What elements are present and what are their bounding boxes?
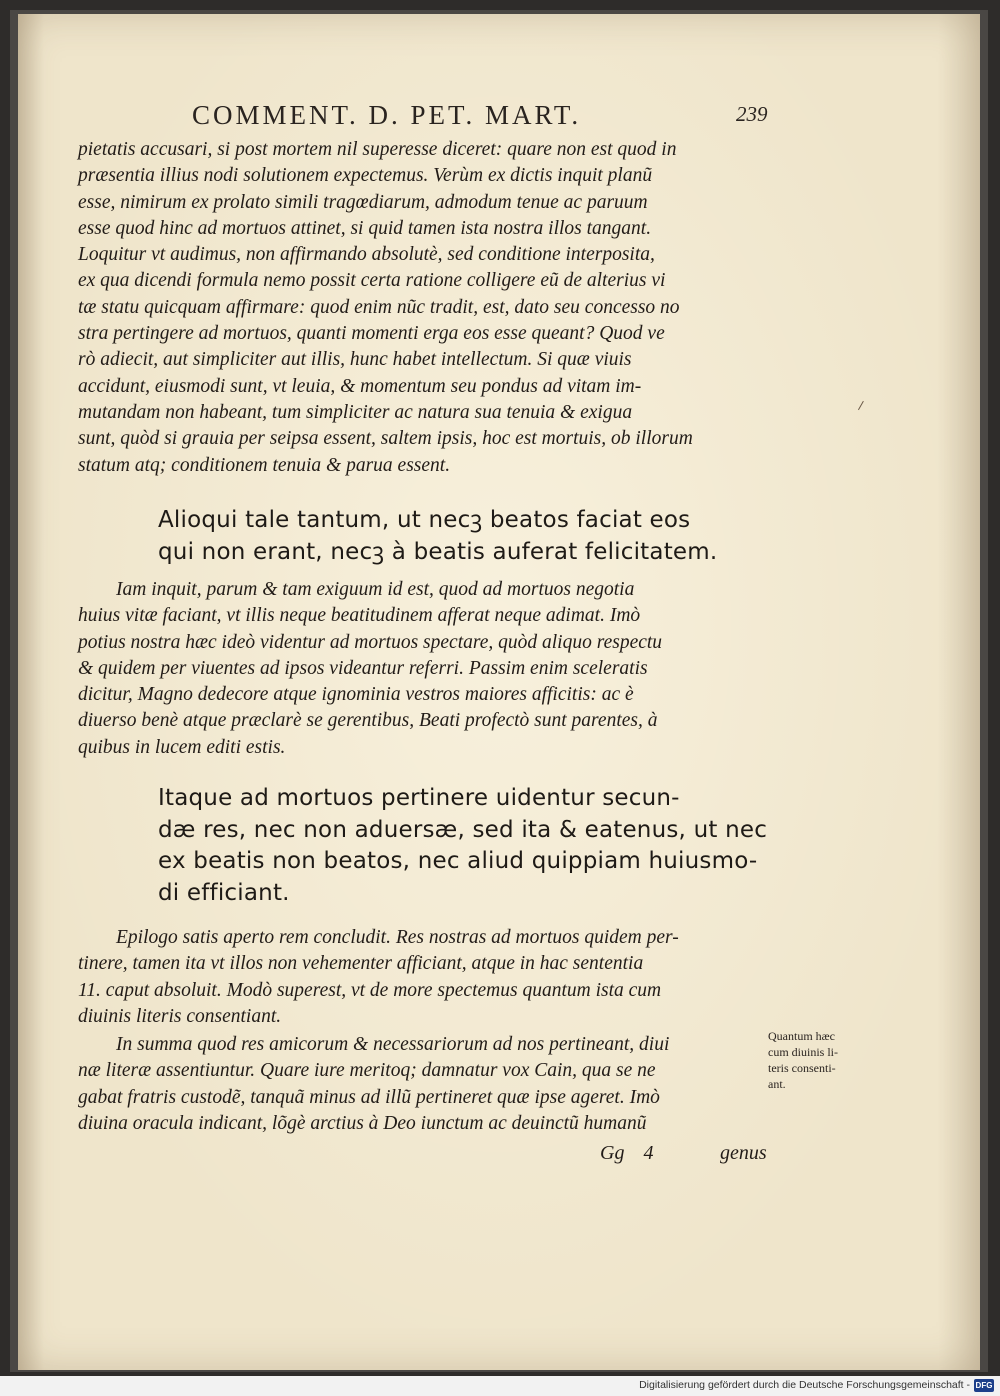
lemma-quotation-1 bbox=[158, 505, 778, 568]
commentary-paragraph-3 bbox=[78, 925, 778, 1030]
text-line: diuerso benè atque præclarè se gerentibus, Beati profectò sunt parentes, à bbox=[78, 710, 658, 732]
text-line: In summa quod res amicorum & necessariorum ad nos pertineant, diui bbox=[116, 1034, 670, 1055]
marginal-note bbox=[768, 1028, 883, 1092]
folio-number: 239 bbox=[736, 102, 768, 126]
text-line: statum atq; conditionem tenuia & parua essent. bbox=[78, 454, 451, 476]
text-line: teris consenti- bbox=[768, 1061, 836, 1075]
text-line: di efficiant. bbox=[158, 879, 290, 906]
text-line: Quantum hæc bbox=[768, 1029, 835, 1043]
text-line: dæ res, nec non aduersæ, sed ita & eatenus, ut nec bbox=[158, 816, 768, 843]
signature-mark: Gg 4 bbox=[600, 1142, 654, 1164]
text-line: qui non erant, necꝫ à beatis auferat felicitatem. bbox=[158, 538, 718, 565]
text-line: tinere, tamen ita vt illos non vehementer afficiant, atque in hac sententia bbox=[78, 953, 644, 975]
text-line: diuina oracula indicant, lõgè arctius à Deo iunctum ac deuinctũ humanũ bbox=[78, 1112, 647, 1134]
text-line: esse quod hinc ad mortuos attinet, si quid tamen ista nostra illos tangant. bbox=[78, 217, 652, 239]
funding-credit: Digitalisierung gefördert durch die Deutsche Forschungsgemeinschaft - bbox=[639, 1379, 970, 1391]
text-line: ant. bbox=[768, 1077, 786, 1091]
text-line: Iam inquit, parum & tam exiguum id est, quod ad mortuos negotia bbox=[116, 579, 635, 600]
page-header bbox=[170, 96, 770, 140]
lemma-quotation-2 bbox=[158, 783, 778, 909]
text-line: 11. caput absoluit. Modò superest, vt de more spectemus quantum ista cum bbox=[78, 979, 662, 1001]
text-line: sunt, quòd si grauia per seipsa essent, saltem ipsis, hoc est mortuis, ob illorum bbox=[78, 428, 693, 450]
catchword: genus bbox=[720, 1142, 767, 1164]
text-line: stra pertingere ad mortuos, quanti momenti erga eos esse queant? Quod ve bbox=[78, 323, 665, 345]
text-line: ex qua dicendi formula nemo possit certa ratione colligere eũ de alterius vi bbox=[78, 270, 666, 292]
text-line: Itaque ad mortuos pertinere uidentur secun- bbox=[158, 785, 680, 811]
text-line: næ literæ assentiuntur. Quare iure meritoq; damnatur vox Cain, qua se ne bbox=[78, 1060, 656, 1082]
text-line: rò adiecit, aut simpliciter aut illis, hunc habet intellectum. Si quæ viuis bbox=[78, 349, 632, 371]
text-line: & quidem per viuentes ad ipsos videantur referri. Passim enim sceleratis bbox=[78, 657, 648, 679]
commentary-paragraph-4 bbox=[78, 1032, 778, 1137]
text-line: Epilogo satis aperto rem concludit. Res nostras ad mortuos quidem per- bbox=[116, 927, 679, 948]
text-line: quibus in lucem editi estis. bbox=[78, 736, 286, 758]
text-line: ex beatis non beatos, nec aliud quippiam huiusmo- bbox=[158, 848, 758, 874]
running-head: COMMENT. D. PET. MART. bbox=[192, 100, 582, 130]
text-line: potius nostra hæc ideò videntur ad mortuos spectare, quòd aliquo respectu bbox=[78, 631, 663, 653]
text-line: dicitur, Magno dedecore atque ignominia vestros maiores afficitis: ac è bbox=[78, 684, 634, 706]
text-line: mutandam non habeant, tum simpliciter ac natura sua tenuia & exigua bbox=[78, 401, 633, 423]
text-line: huius vitæ faciant, vt illis neque beatitudinem afferat neque adimat. Imò bbox=[78, 605, 641, 627]
text-line: tæ statu quicquam affirmare: quod enim nũc tradit, est, dato seu concesso no bbox=[78, 296, 680, 318]
text-line: Alioqui tale tantum, ut necꝫ beatos faciat eos bbox=[158, 507, 691, 533]
dfg-logo-icon: DFG bbox=[975, 1381, 993, 1390]
text-line: esse, nimirum ex prolato simili tragœdiarum, admodum tenue ac paruum bbox=[78, 191, 648, 213]
ink-mark bbox=[858, 401, 869, 413]
text-line: diuinis literis consentiant. bbox=[78, 1005, 282, 1027]
commentary-paragraph-2 bbox=[78, 577, 778, 761]
text-line: gabat fratris custodẽ, tanquã minus ad illũ pertineret quæ ipse ageret. Imò bbox=[78, 1086, 660, 1108]
footer-bar bbox=[0, 1376, 1000, 1396]
text-line: Loquitur vt audimus, non affirmando absolutè, sed conditione interposita, bbox=[78, 244, 655, 266]
text-line: accidunt, eiusmodi sunt, vt leuia, & momentum seu pondus ad vitam im- bbox=[78, 375, 642, 397]
text-line: præsentia illius nodi solutionem expectemus. Verùm ex dictis inquit planũ bbox=[78, 165, 653, 187]
text-line: cum diuinis li- bbox=[768, 1045, 838, 1059]
text-line: pietatis accusari, si post mortem nil superesse diceret: quare non est quod in bbox=[78, 139, 677, 160]
commentary-paragraph-1 bbox=[78, 137, 778, 479]
